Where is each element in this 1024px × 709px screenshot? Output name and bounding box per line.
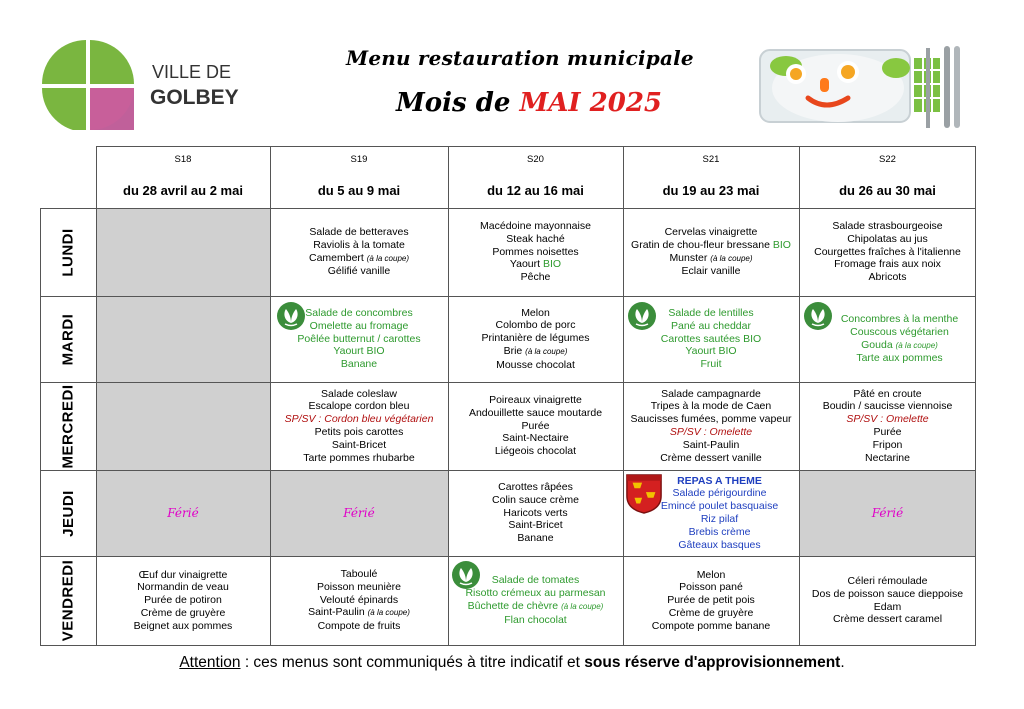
footer-bold: sous réserve d'approvisionnement (584, 654, 841, 671)
ferie-label-s22: Férié (871, 505, 904, 520)
week-code: S22 (879, 154, 896, 165)
menu-mardi-s19: Salade de concombres Omelette au fromage Poêlée butternut / carottes Yaourt BIO Banane (297, 307, 421, 371)
week-header-s21 (623, 146, 799, 208)
month-prefix: Mois de (396, 88, 520, 118)
footer-middle: : ces menus sont communiqués à titre indicatif et (240, 654, 585, 671)
menu-jeudi-s20: Carottes râpées Colin sauce crème Haricots verts Saint-Bricet Banane (492, 481, 579, 545)
menu-table (40, 146, 976, 646)
day-label-jeudi: JEUDI (59, 489, 77, 537)
week-code: S21 (702, 154, 720, 165)
menu-title: Menu restauration municipale (346, 46, 694, 70)
menu-mardi-s20: Melon Colombo de porc Printanière de légumes Brie (à la coupe) Mousse chocolat (481, 306, 590, 371)
menu-vendredi-s22: Céleri rémoulade Dos de poisson sauce dieppoise Edam Crème dessert caramel (811, 574, 964, 626)
city-label-line2: GOLBEY (150, 86, 239, 109)
menu-jeudi-s21: REPAS A THEME Salade périgourdine Emincé poulet basquaise Riz pilaf Brebis crème Gâteaux basques (660, 474, 779, 551)
menu-mercredi-s22: Pâté en croute Boudin / saucisse viennoise SP/SV : Omelette Purée Fripon Nectarine (822, 387, 953, 464)
week-code: S19 (350, 154, 368, 165)
day-label-mercredi: MERCREDI (59, 383, 77, 469)
menu-lundi-s20: Macédoine mayonnaise Steak haché Pommes noisettes Yaourt BIO Pêche (480, 220, 591, 284)
menu-vendredi-s19: Taboulé Poisson meunière Velouté épinards Saint-Paulin (à la coupe) Compote de fruits (308, 568, 410, 633)
month-value: MAI 2025 (519, 88, 662, 118)
day-label-mardi: MARDI (59, 313, 77, 365)
menu-vendredi-s20: Salade de tomates Risotto crémeux au parmesan Bûchette de chèvre (à la coupe) Flan chocolat (465, 574, 606, 626)
city-label-line1: VILLE DE (152, 62, 232, 82)
menu-vendredi-s18: Œuf dur vinaigrette Normandin de veau Purée de potiron Crème de gruyère Beignet aux pommes (133, 568, 233, 632)
footer-attention: Attention (179, 654, 241, 671)
menu-vendredi-s21: Melon Poisson pané Purée de petit pois Crème de gruyère Compote pomme banane (651, 568, 771, 632)
week-header-s22 (799, 146, 976, 208)
smiley-plate-illustration (756, 44, 968, 130)
menu-month-title (396, 88, 662, 118)
menu-mercredi-s19: Salade coleslaw Escalope cordon bleu SP/SV : Cordon bleu végétarien Petits pois carottes Saint-Bricet Tarte pommes rhubarbe (284, 387, 434, 464)
closed-cell-mercredi-s18 (96, 382, 270, 470)
menu-mardi-s22: Concombres à la menthe Couscous végétarien Gouda (à la coupe) Tarte aux pommes (840, 312, 959, 365)
week-header-s20 (448, 146, 623, 208)
week-code: S20 (527, 154, 544, 165)
footer-end: . (840, 654, 845, 671)
ferie-label-s18: Férié (167, 505, 199, 520)
menu-mercredi-s21: Salade campagnarde Tripes à la mode de Caen Saucisses fumées, pomme vapeur SP/SV : Omelette Saint-Paulin Crème dessert vanille (630, 387, 792, 464)
closed-cell-lundi-s18 (96, 208, 270, 296)
week-header-s18 (96, 146, 270, 208)
closed-cell-mardi-s18 (96, 296, 270, 382)
ferie-label-s19: Férié (343, 505, 375, 520)
week-dates: du 28 avril au 2 mai (123, 182, 243, 198)
week-header-s19 (270, 146, 448, 208)
golbey-logo (40, 38, 136, 130)
week-dates: du 5 au 9 mai (317, 182, 401, 198)
week-code: S18 (174, 154, 192, 165)
menu-lundi-s22: Salade strasbourgeoise Chipolatas au jus Courgettes fraîches à l'italienne Fromage frais aux noix Abricots (814, 220, 961, 284)
day-label-vendredi: VENDREDI (59, 559, 77, 642)
menu-lundi-s19: Salade de betteraves Raviolis à la tomate Camembert (à la coupe) Gélifié vanille (308, 225, 410, 278)
week-dates: du 26 au 30 mai (839, 182, 936, 198)
menu-mercredi-s20: Poireaux vinaigrette Andouillette sauce moutarde Purée Saint-Nectaire Liégeois chocolat (468, 394, 603, 458)
week-dates: du 12 au 16 mai (487, 182, 584, 198)
day-label-lundi: LUNDI (59, 227, 77, 277)
footer-notice (0, 654, 1024, 672)
menu-mardi-s21: Salade de lentilles Pané au cheddar Carottes sautées BIO Yaourt BIO Fruit (660, 307, 762, 371)
menu-lundi-s21: Cervelas vinaigrette Gratin de chou-fleur bressane BIO Munster (à la coupe) Eclair vanille (631, 225, 791, 278)
week-dates: du 19 au 23 mai (662, 182, 760, 198)
